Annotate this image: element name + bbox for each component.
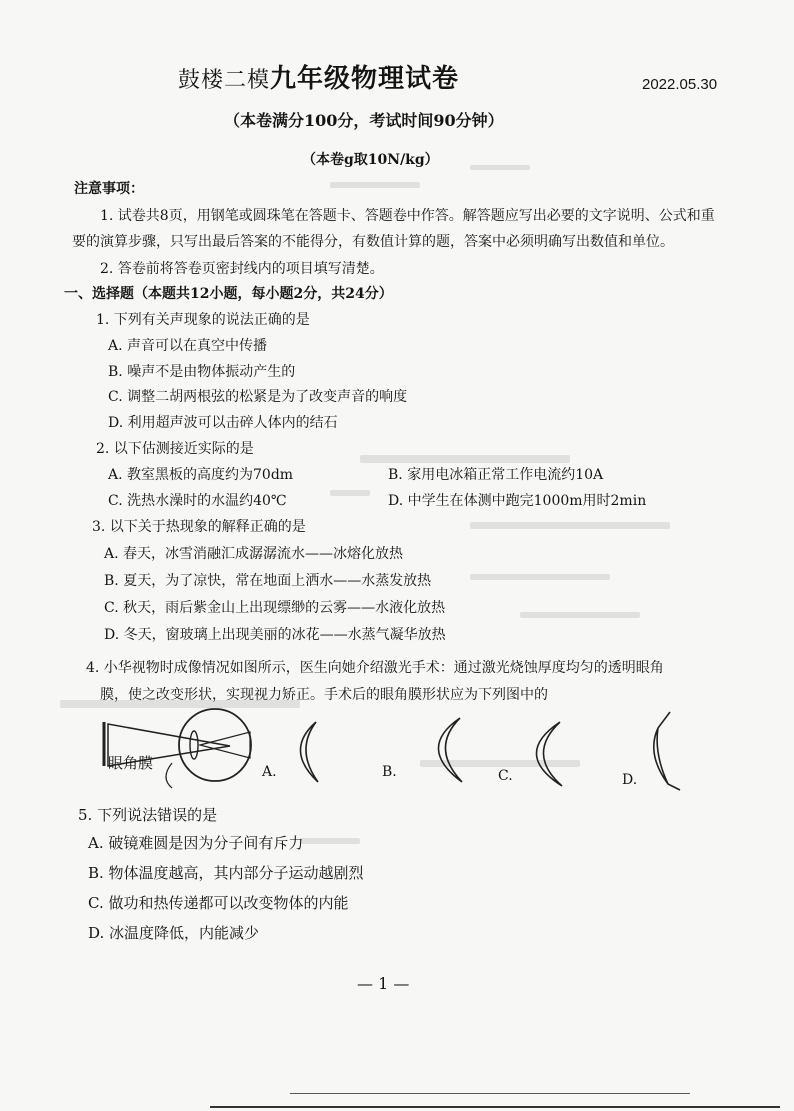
question-4-choice-d: D. — [622, 772, 638, 788]
scan-noise — [360, 455, 570, 463]
question-1-option-a: A. 声音可以在真空中传播 — [108, 338, 268, 354]
question-1-stem: 1. 下列有关声现象的说法正确的是 — [96, 312, 310, 328]
scan-noise — [300, 838, 360, 844]
scan-noise — [470, 522, 670, 529]
question-5-option-c: C. 做功和热传递都可以改变物体的内能 — [88, 894, 349, 912]
cornea-option-b-icon — [438, 718, 462, 782]
question-1-option-d: D. 利用超声波可以击碎人体内的结石 — [108, 415, 338, 431]
notes-heading: 注意事项： — [74, 181, 144, 197]
cornea-option-d-icon — [654, 712, 680, 790]
question-5-option-b: B. 物体温度越高，其内部分子运动越剧烈 — [88, 864, 364, 882]
question-3-option-a: A. 春天，冰雪消融汇成潺潺流水——冰熔化放热 — [104, 546, 404, 562]
question-4-choice-b: B. — [382, 764, 397, 780]
scan-noise — [470, 574, 610, 580]
question-5-option-a: A. 破镜难圆是因为分子间有斥力 — [88, 834, 304, 852]
divider — [290, 1093, 690, 1094]
title-prefix: 鼓楼二模 — [178, 68, 271, 93]
question-5-stem: 5. 下列说法错误的是 — [78, 806, 218, 824]
question-4-choice-c: C. — [498, 768, 513, 784]
section-heading: 一、选择题（本题共12小题，每小题2分，共24分） — [64, 286, 393, 302]
question-2-option-d: D. 中学生在体测中跑完1000m用时2min — [388, 493, 647, 509]
question-2-stem: 2. 以下估测接近实际的是 — [96, 441, 254, 457]
question-2-option-c: C. 洗热水澡时的水温约40℃ — [108, 493, 287, 509]
cornea-option-c-icon — [536, 722, 562, 786]
page-number: — 1 — — [357, 974, 410, 993]
question-1-option-c: C. 调整二胡两根弦的松紧是为了改变声音的响度 — [108, 389, 408, 405]
title-main: 九年级物理试卷 — [270, 64, 460, 94]
gravity-note: （本卷g取10N/kg） — [302, 152, 439, 168]
question-4-stem-line2: 膜，使之改变形状，实现视力矫正。手术后的眼角膜形状应为下列图中的 — [100, 687, 548, 703]
page-title — [178, 58, 459, 95]
question-4-stem-line1: 4. 小华视物时成像情况如图所示，医生向她介绍激光手术：通过激光烧蚀厚度均匀的透明眼角 — [86, 660, 664, 676]
note-item-1-line2: 要的演算步骤，只写出最后答案的不能得分，有数值计算的题，答案中必须明确写出数值和单位。 — [72, 234, 674, 250]
scan-noise — [470, 165, 530, 170]
cornea-option-a-icon — [300, 722, 318, 782]
question-3-option-d: D. 冬天，窗玻璃上出现美丽的冰花——水蒸气凝华放热 — [104, 627, 446, 643]
eye-diagram-icon — [104, 709, 251, 788]
scan-noise — [520, 612, 640, 618]
note-item-1-line1: 1. 试卷共8页，用钢笔或圆珠笔在答题卡、答题卷中作答。解答题应写出必要的文字说明、公式和重 — [100, 208, 715, 224]
exam-info: （本卷满分100分，考试时间90分钟） — [224, 111, 504, 130]
exam-date: 2022.05.30 — [642, 76, 718, 93]
question-5-option-d: D. 冰温度降低，内能减少 — [88, 924, 260, 942]
note-item-2: 2. 答卷前将答卷页密封线内的项目填写清楚。 — [100, 261, 384, 277]
divider — [210, 1106, 780, 1108]
cornea-label: 眼角膜 — [108, 754, 154, 772]
question-3-option-b: B. 夏天，为了凉快，常在地面上洒水——水蒸发放热 — [104, 573, 432, 589]
question-4-choice-a: A. — [262, 764, 277, 780]
scan-noise — [330, 490, 370, 496]
scan-noise — [330, 182, 420, 188]
question-1-option-b: B. 噪声不是由物体振动产生的 — [108, 364, 296, 380]
question-3-stem: 3. 以下关于热现象的解释正确的是 — [92, 519, 306, 535]
question-4-figure — [90, 708, 690, 800]
question-3-option-c: C. 秋天，雨后紫金山上出现缥缈的云雾——水液化放热 — [104, 600, 446, 616]
question-2-option-a: A. 教室黑板的高度约为70dm — [108, 467, 294, 483]
question-2-option-b: B. 家用电冰箱正常工作电流约10A — [388, 467, 604, 483]
